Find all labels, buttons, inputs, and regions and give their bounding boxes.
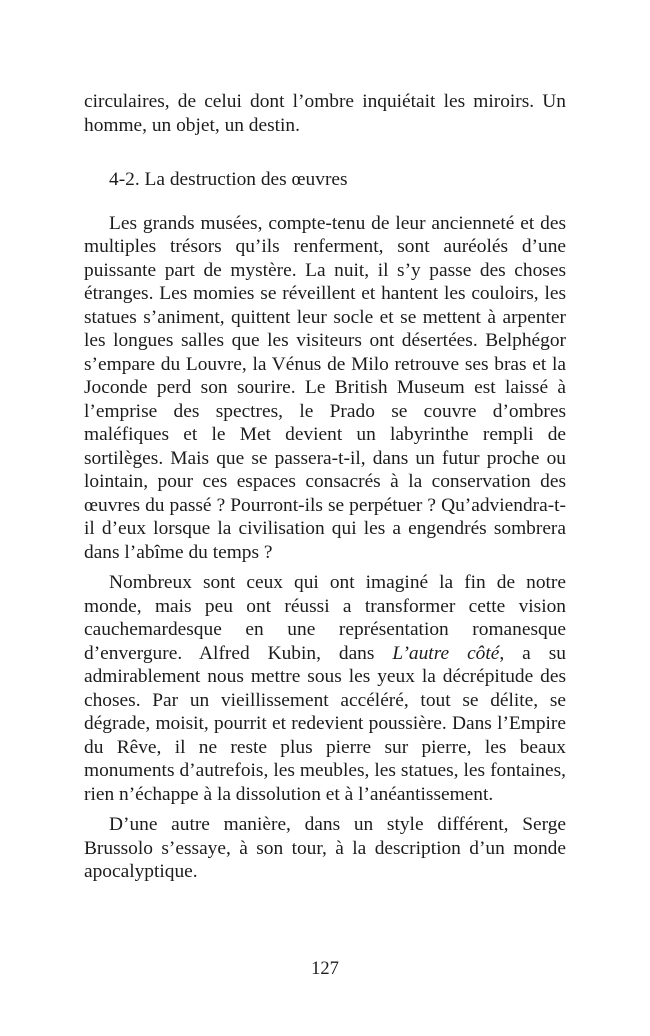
paragraph: D’une autre manière, dans un style différent, Serge Brussolo s’essaye, à son tour, à la description d’un monde apocalyptique. [84, 814, 566, 882]
paragraph [84, 571, 566, 806]
paragraph-text: , a su admirablement nous mettre sous les yeux la décrépitude des choses. Par un vieillissement accéléré, tout se délite, se dégrade, moisit, pourrit et redevient poussière. Dans l’Empire du Rêve, il ne reste plus pierre sur pierre, les beaux monuments d’autrefois, les meubles, les statues, les fontaines, rien n’échappe à la dissolution et à l’anéantissement. [84, 642, 566, 805]
paragraph-continuation: circulaires, de celui dont l’ombre inquiétait les miroirs. Un homme, un objet, un destin. [84, 91, 566, 136]
italic-book-title: L’autre côté [392, 642, 500, 664]
page-number: 127 [311, 959, 339, 979]
body-text [84, 90, 566, 891]
paragraph: Les grands musées, compte-tenu de leur ancienneté et des multiples trésors qu’ils renferment, sont auréolés d’une puissante part de mystère. La nuit, il s’y passe des choses étranges. Les momies se réveillent et hantent les couloirs, les statues s’animent, quittent leur socle et se mettent à arpenter les longues salles que les visiteurs ont désertées. Belphégor s’empare du Louvre, la Vénus de Milo retrouve ses bras et la Joconde perd son sourire. Le British Museum est laissé à l’emprise des spectres, le Prado se couvre d’ombres maléfiques et le Met devient un labyrinthe rempli de sortilèges. Mais que se passera-t-il, dans un futur proche ou lointain, pour ces espaces consacrés à la conservation des œuvres du passé ? Pourront-ils se perpétuer ? Qu’adviendra-t-il d’eux lorsque la civilisation qui les a engendrés sombrera dans l’abîme du temps ? [84, 212, 566, 563]
section-heading: 4-2. La destruction des œuvres [109, 169, 348, 190]
paragraph-text: Nombreux sont ceux qui ont imaginé la fin de notre monde, mais peu ont réussi a transformer cette vision cauchemardesque en une représentation romanesque d’envergure. Alfred Kubin, dans [84, 572, 566, 664]
